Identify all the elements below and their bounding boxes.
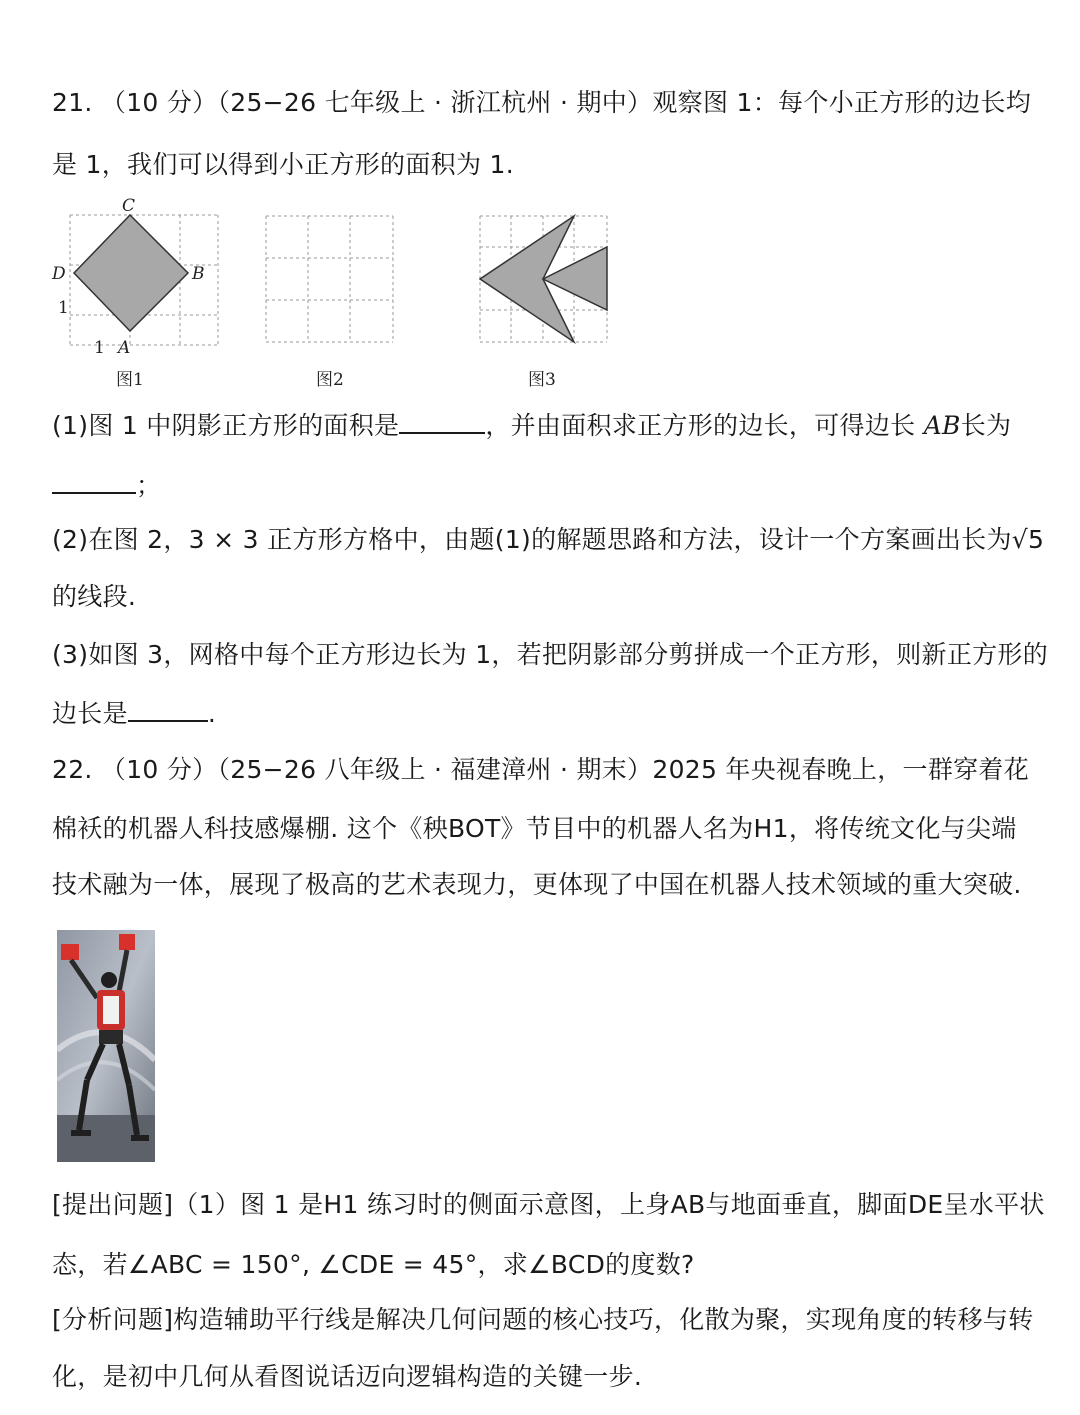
q21-part3: (3)如图 3，网格中每个正方形边长为 1，若把阴影部分剪拼成一个正方形，则新正方形的 bbox=[52, 640, 1049, 669]
answer-blank-side[interactable] bbox=[52, 468, 136, 494]
answer-blank-new-side[interactable] bbox=[128, 696, 208, 722]
part3-text: 边长是 bbox=[52, 699, 128, 728]
label-b: B bbox=[192, 264, 205, 284]
label-c: C bbox=[122, 196, 136, 216]
figure-1-caption: 图1 bbox=[116, 370, 144, 390]
q22-line3: 技术融为一体，展现了极高的艺术表现力，更体现了中国在机器人技术领域的重大突破. bbox=[52, 870, 1022, 899]
q22-analysis-1: [分析问题]构造辅助平行线是解决几何问题的核心技巧，化散为聚，实现角度的转移与转 bbox=[52, 1305, 1034, 1334]
part3-end: . bbox=[207, 699, 217, 728]
label-one-bottom: 1 bbox=[94, 338, 105, 358]
answer-blank-area[interactable] bbox=[399, 408, 485, 434]
label-d: D bbox=[52, 264, 66, 284]
q21-part1 bbox=[52, 408, 1040, 441]
part1-text-b: ，并由面积求正方形的边长，可得边长 bbox=[485, 411, 916, 440]
q22-ask-2: 态，若∠ABC = 150°, ∠CDE = 45°，求∠BCD的度数? bbox=[52, 1250, 695, 1279]
segment-ab: AB bbox=[923, 411, 961, 440]
q21-part3-cont bbox=[52, 696, 1040, 729]
q21-statement: 是 1，我们可以得到小正方形的面积为 1. bbox=[52, 150, 514, 179]
shaded-square bbox=[74, 215, 188, 331]
part1-text-a: (1)图 1 中阴影正方形的面积是 bbox=[52, 411, 400, 440]
part1-end: ； bbox=[136, 471, 162, 500]
q21-part2: (2)在图 2，3 × 3 正方形方格中，由题(1)的解题思路和方法，设计一个方案画出长为√5 bbox=[52, 525, 1045, 554]
figure-3-caption: 图3 bbox=[528, 370, 556, 390]
figure-2-caption: 图2 bbox=[316, 370, 344, 390]
figure-2 bbox=[262, 212, 397, 347]
label-a: A bbox=[118, 338, 131, 358]
figure-3 bbox=[476, 212, 611, 347]
q22-header: 22. （10 分）（25−26 八年级上 · 福建漳州 · 期末）2025 年央视春晚上，一群穿着花 bbox=[52, 755, 1030, 784]
q21-part1-cont bbox=[52, 468, 1040, 501]
label-one-left: 1 bbox=[58, 298, 69, 318]
q22-line2: 棉袄的机器人科技感爆棚. 这个《秧BOT》节目中的机器人名为H1，将传统文化与尖端 bbox=[52, 814, 1017, 843]
q22-ask-1: [提出问题]（1）图 1 是H1 练习时的侧面示意图，上身AB与地面垂直，脚面DE呈水平状 bbox=[52, 1190, 1045, 1219]
q21-header: 21. （10 分）（25−26 七年级上 · 浙江杭州 · 期中）观察图 1：每个小正方形的边长均 bbox=[52, 88, 1032, 117]
q21-part2-cont: 的线段. bbox=[52, 582, 137, 611]
q22-analysis-2: 化，是初中几何从看图说话迈向逻辑构造的关键一步. bbox=[52, 1362, 643, 1391]
robot-photo bbox=[57, 930, 155, 1162]
part1-text-c: 长为 bbox=[960, 411, 1012, 440]
